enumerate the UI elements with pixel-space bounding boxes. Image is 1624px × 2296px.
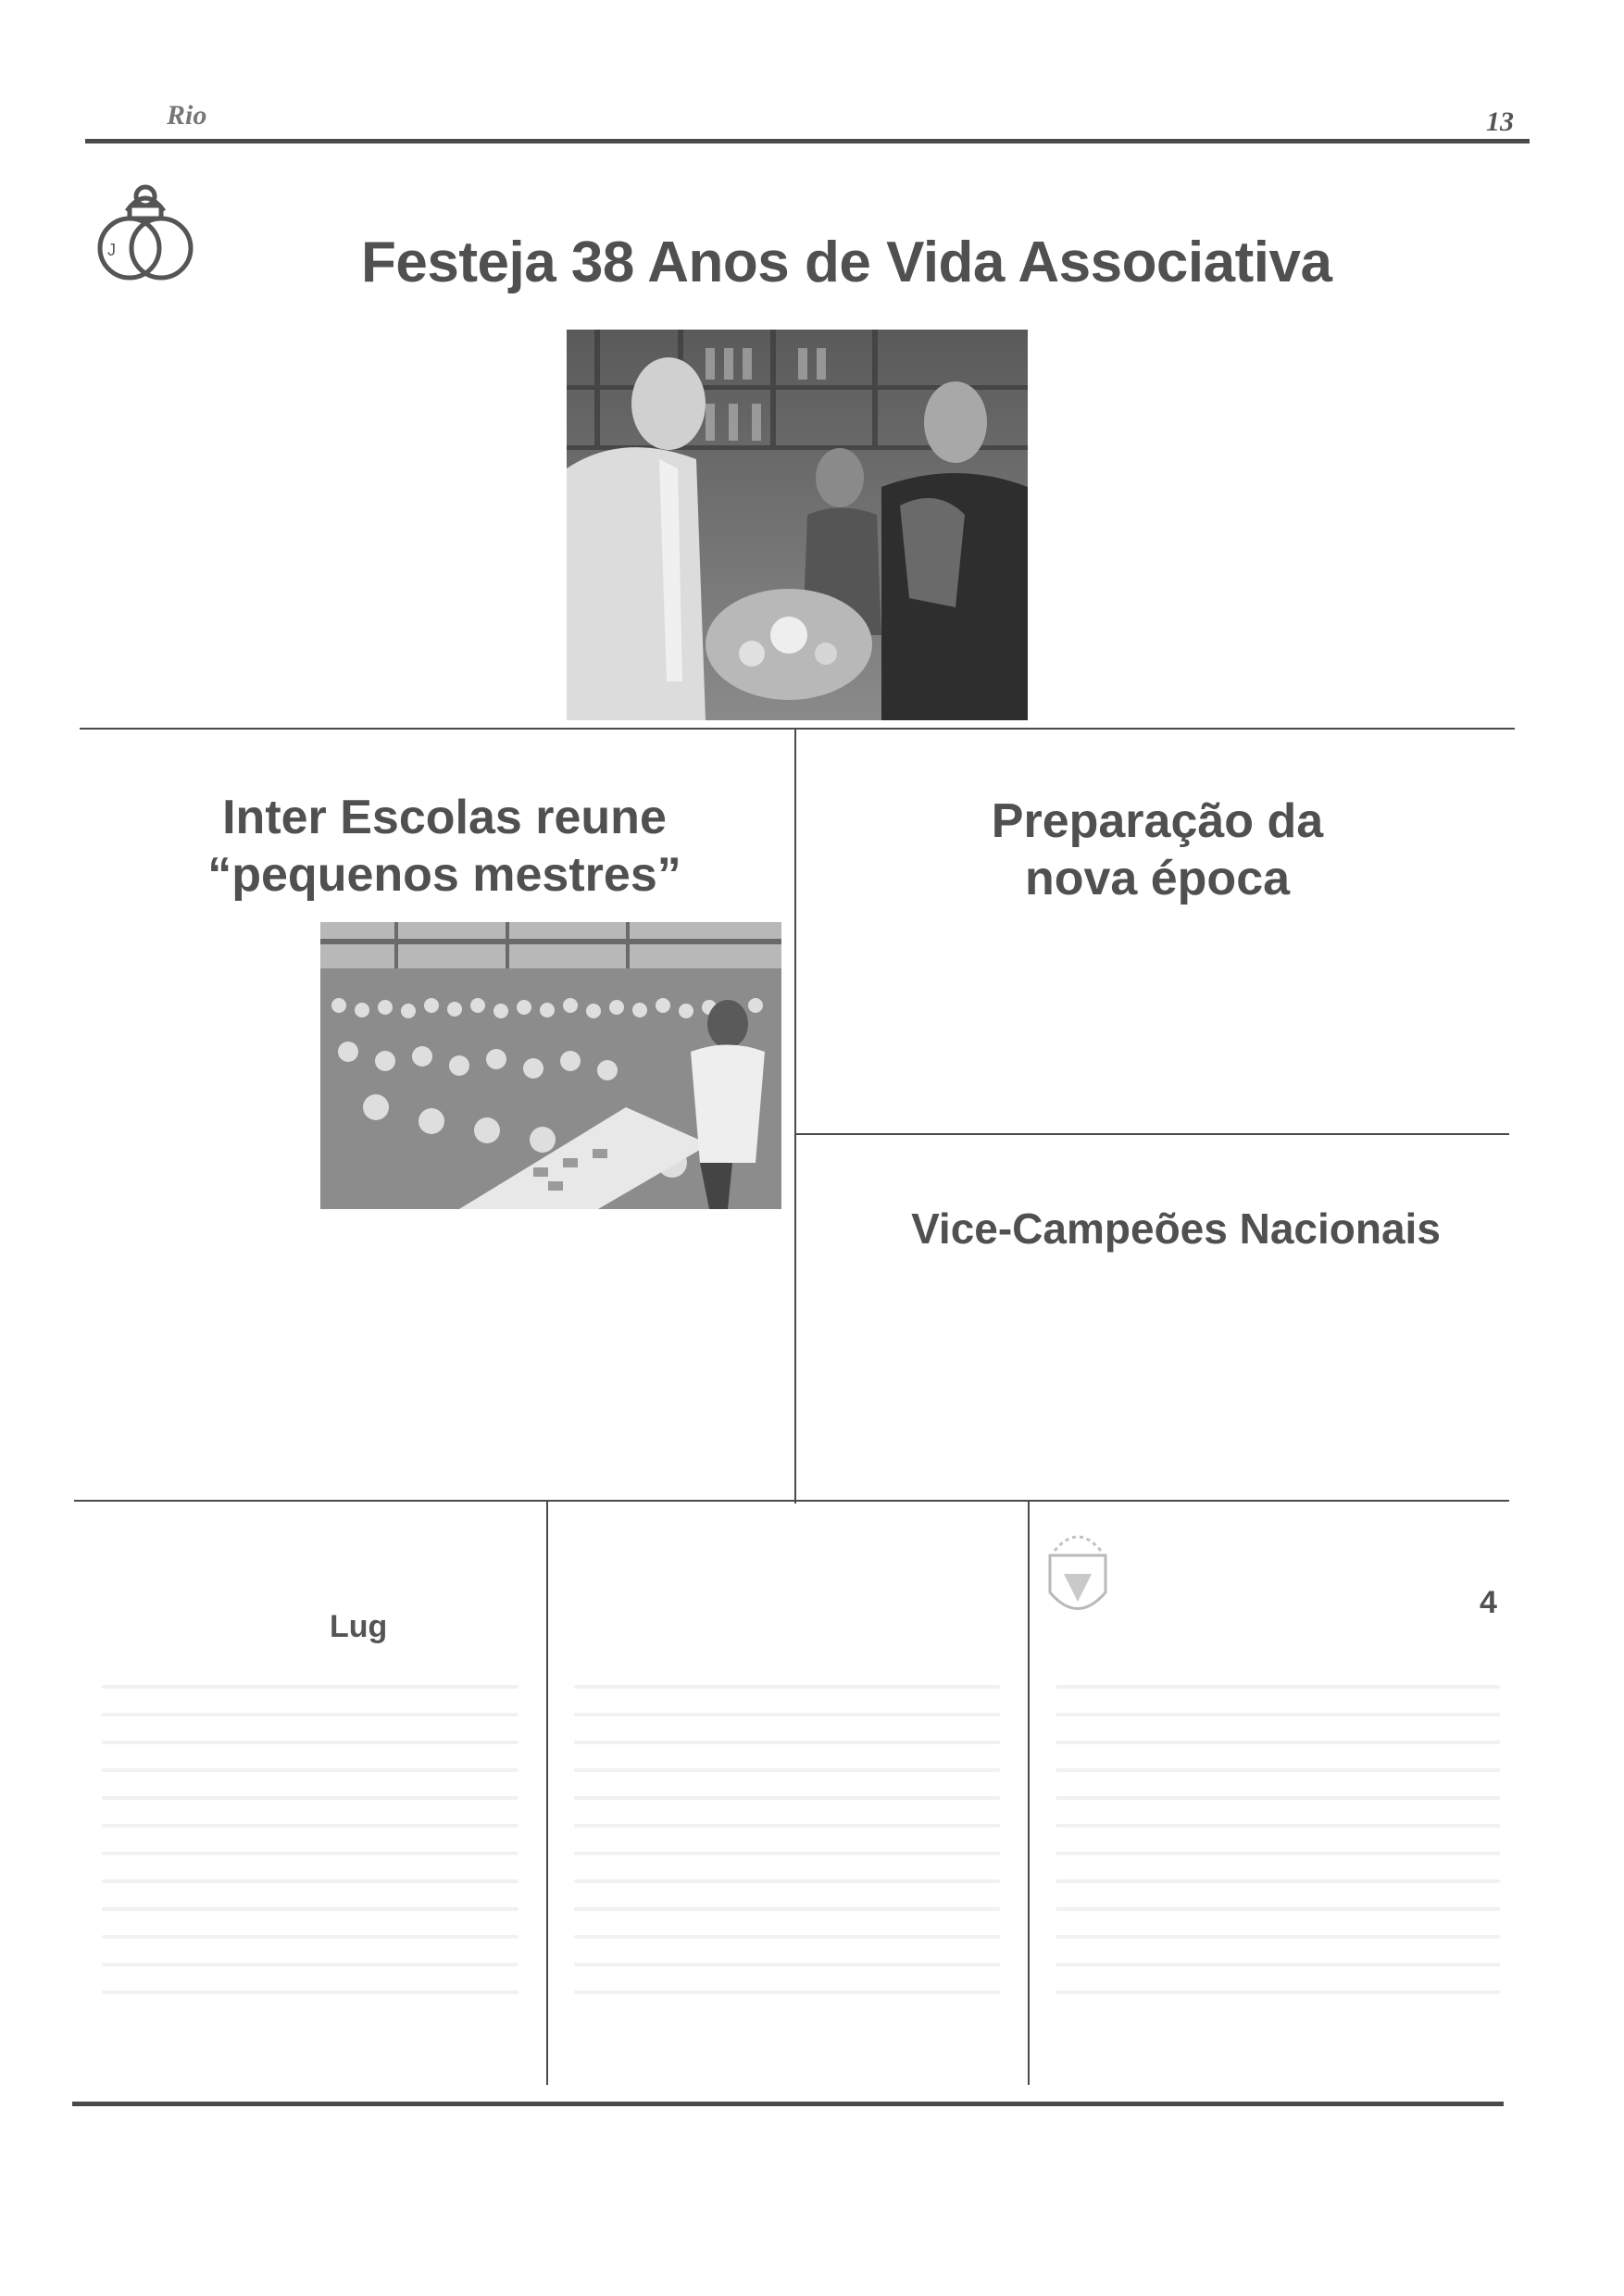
page-number: 13 <box>1486 106 1514 137</box>
footer-rule <box>72 2102 1504 2106</box>
preparacao-title-line2: nova época <box>1024 852 1291 905</box>
header-title: Rio <box>167 100 207 131</box>
bottom-divider-1 <box>546 1502 548 2085</box>
bottom-divider-2 <box>1028 1502 1030 2085</box>
preparacao-title-line1: Preparação da <box>991 794 1324 848</box>
inter-escolas-title <box>204 789 685 904</box>
bottom-col3-number: 4 <box>1480 1585 1497 1620</box>
club-emblem-icon <box>85 167 206 287</box>
inter-escolas-title-line2: “pequenos mestres” <box>207 848 681 902</box>
section-rule-1 <box>80 728 1515 730</box>
header-rule <box>85 139 1530 144</box>
section-rule-bottom <box>74 1500 1509 1502</box>
inter-escolas-title-line1: Inter Escolas reune <box>222 791 667 844</box>
shield-crest-icon <box>1041 1518 1115 1629</box>
section-rule-right <box>796 1133 1509 1135</box>
bottom-col1-text-value: Lug <box>330 1609 388 1644</box>
inter-escolas-photo <box>320 922 781 1209</box>
column-divider-middle <box>794 730 796 1504</box>
bottom-col3-faint-body <box>1056 1685 1500 2018</box>
vice-campeoes-title: Vice-Campeões Nacionais <box>911 1204 1441 1253</box>
svg-text:J: J <box>107 241 116 259</box>
main-article-photo <box>567 330 1028 720</box>
main-article-title: Festeja 38 Anos de Vida Associativa <box>361 231 1332 294</box>
bottom-col2-faint-body <box>574 1685 1000 2018</box>
bottom-col1-text <box>330 1609 387 1645</box>
preparacao-title <box>926 792 1389 907</box>
bottom-col1-faint-body <box>102 1685 518 2018</box>
